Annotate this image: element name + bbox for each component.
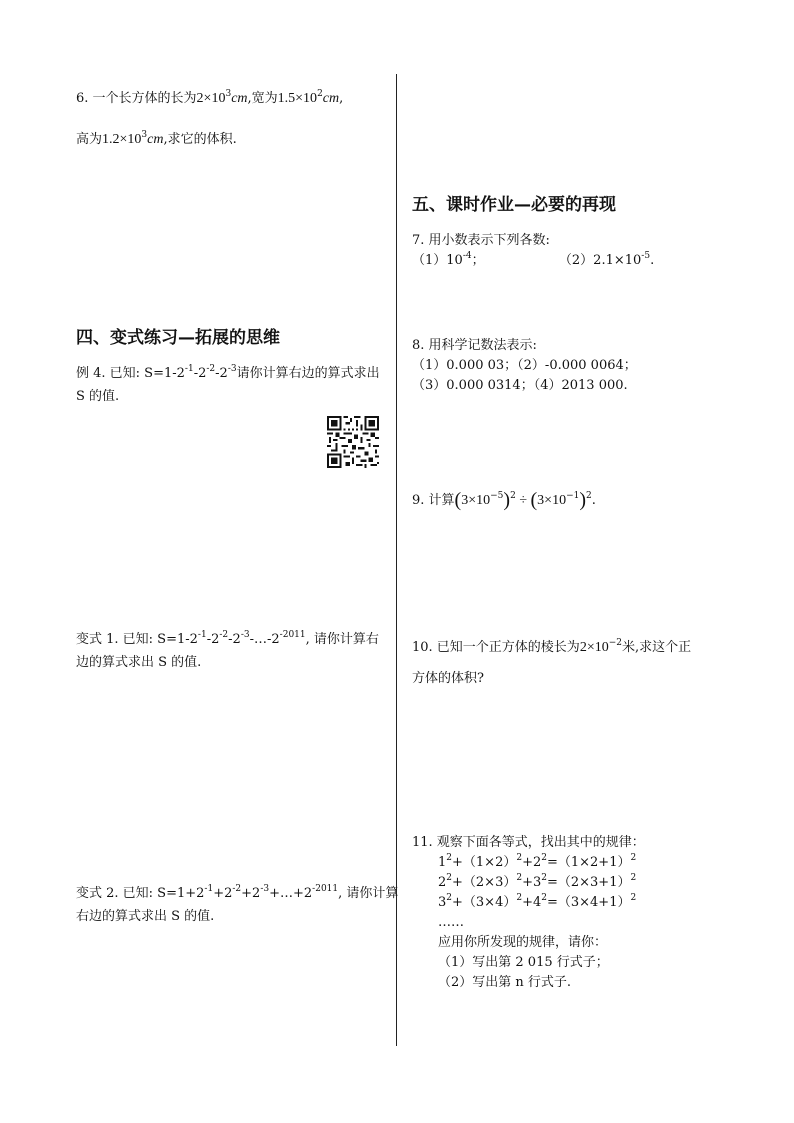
equation-row-2: $2^2+(2\times 3)^2+3^2=(2\times 3+1)^2$ bbox=[438, 873, 637, 890]
example-4: 例 4. 已知: $S=1-2^{-1}-2^{-2}-2^{-3}$请你计算右边的算式求出 S 的值. bbox=[76, 364, 380, 404]
question-8: 8. 用科学记数法表示: （1）0.000 03；（2）-0.000 0064； （3）0.000 0314；（4）2013 000. bbox=[412, 338, 637, 393]
question-7: 7. 用小数表示下列各数: $(1)10^{-4}$； $(2)2.1\times 10^{-5}$. bbox=[412, 233, 655, 268]
qr-code-image bbox=[327, 416, 379, 468]
question-9: 9. 计算$(3\times 10^{-5})^2 \div (3\times 10^{-1})^2$. bbox=[412, 489, 596, 511]
section-heading-5: 五、课时作业—必要的再现 bbox=[412, 195, 616, 215]
question-6: 6. 一个长方体的长为$2\times 10^3cm$,宽为$1.5\times 10^2cm$, 高为$1.2\times 10^3cm$,求它的体积. bbox=[76, 89, 344, 147]
variant-2: 变式 2. 已知: $S=1+2^{-1}+2^{-2}+2^{-3}+\dots+2^{-2011}$, 请你计算 右边的算式求出 S 的值. bbox=[76, 884, 399, 924]
question-11: 11. 观察下面各等式，找出其中的规律： $1^2+(1\times 2)^2+2^2=(1\times 2+1)^2$ $2^2+(2\times 3)^2+3^2=(2\times 3+1)^2$ $3^2+(3\times 4)^2+4^2=(3\times 4+1)^2$ …… 应用你所发现的规律，请你： （1）写出第 2 015 行式子； （2）写出第 n 行式子. bbox=[412, 835, 645, 990]
variant-1: 变式 1. 已知: $S=1-2^{-1}-2^{-2}-2^{-3}-\dots-2^{-2011}$, 请你计算右 边的算式求出 S 的值. bbox=[76, 630, 379, 670]
section-heading-4: 四、变式练习—拓展的思维 bbox=[76, 328, 280, 348]
question-10: 10. 已知一个正方体的棱长为$2\times 10^{-2}$米,求这个正 方体的体积? bbox=[412, 638, 692, 686]
equation-row-1: $1^2+(1\times 2)^2+2^2=(1\times 2+1)^2$ bbox=[438, 853, 637, 870]
equation-row-3: $3^2+(3\times 4)^2+4^2=(3\times 4+1)^2$ bbox=[438, 893, 637, 910]
